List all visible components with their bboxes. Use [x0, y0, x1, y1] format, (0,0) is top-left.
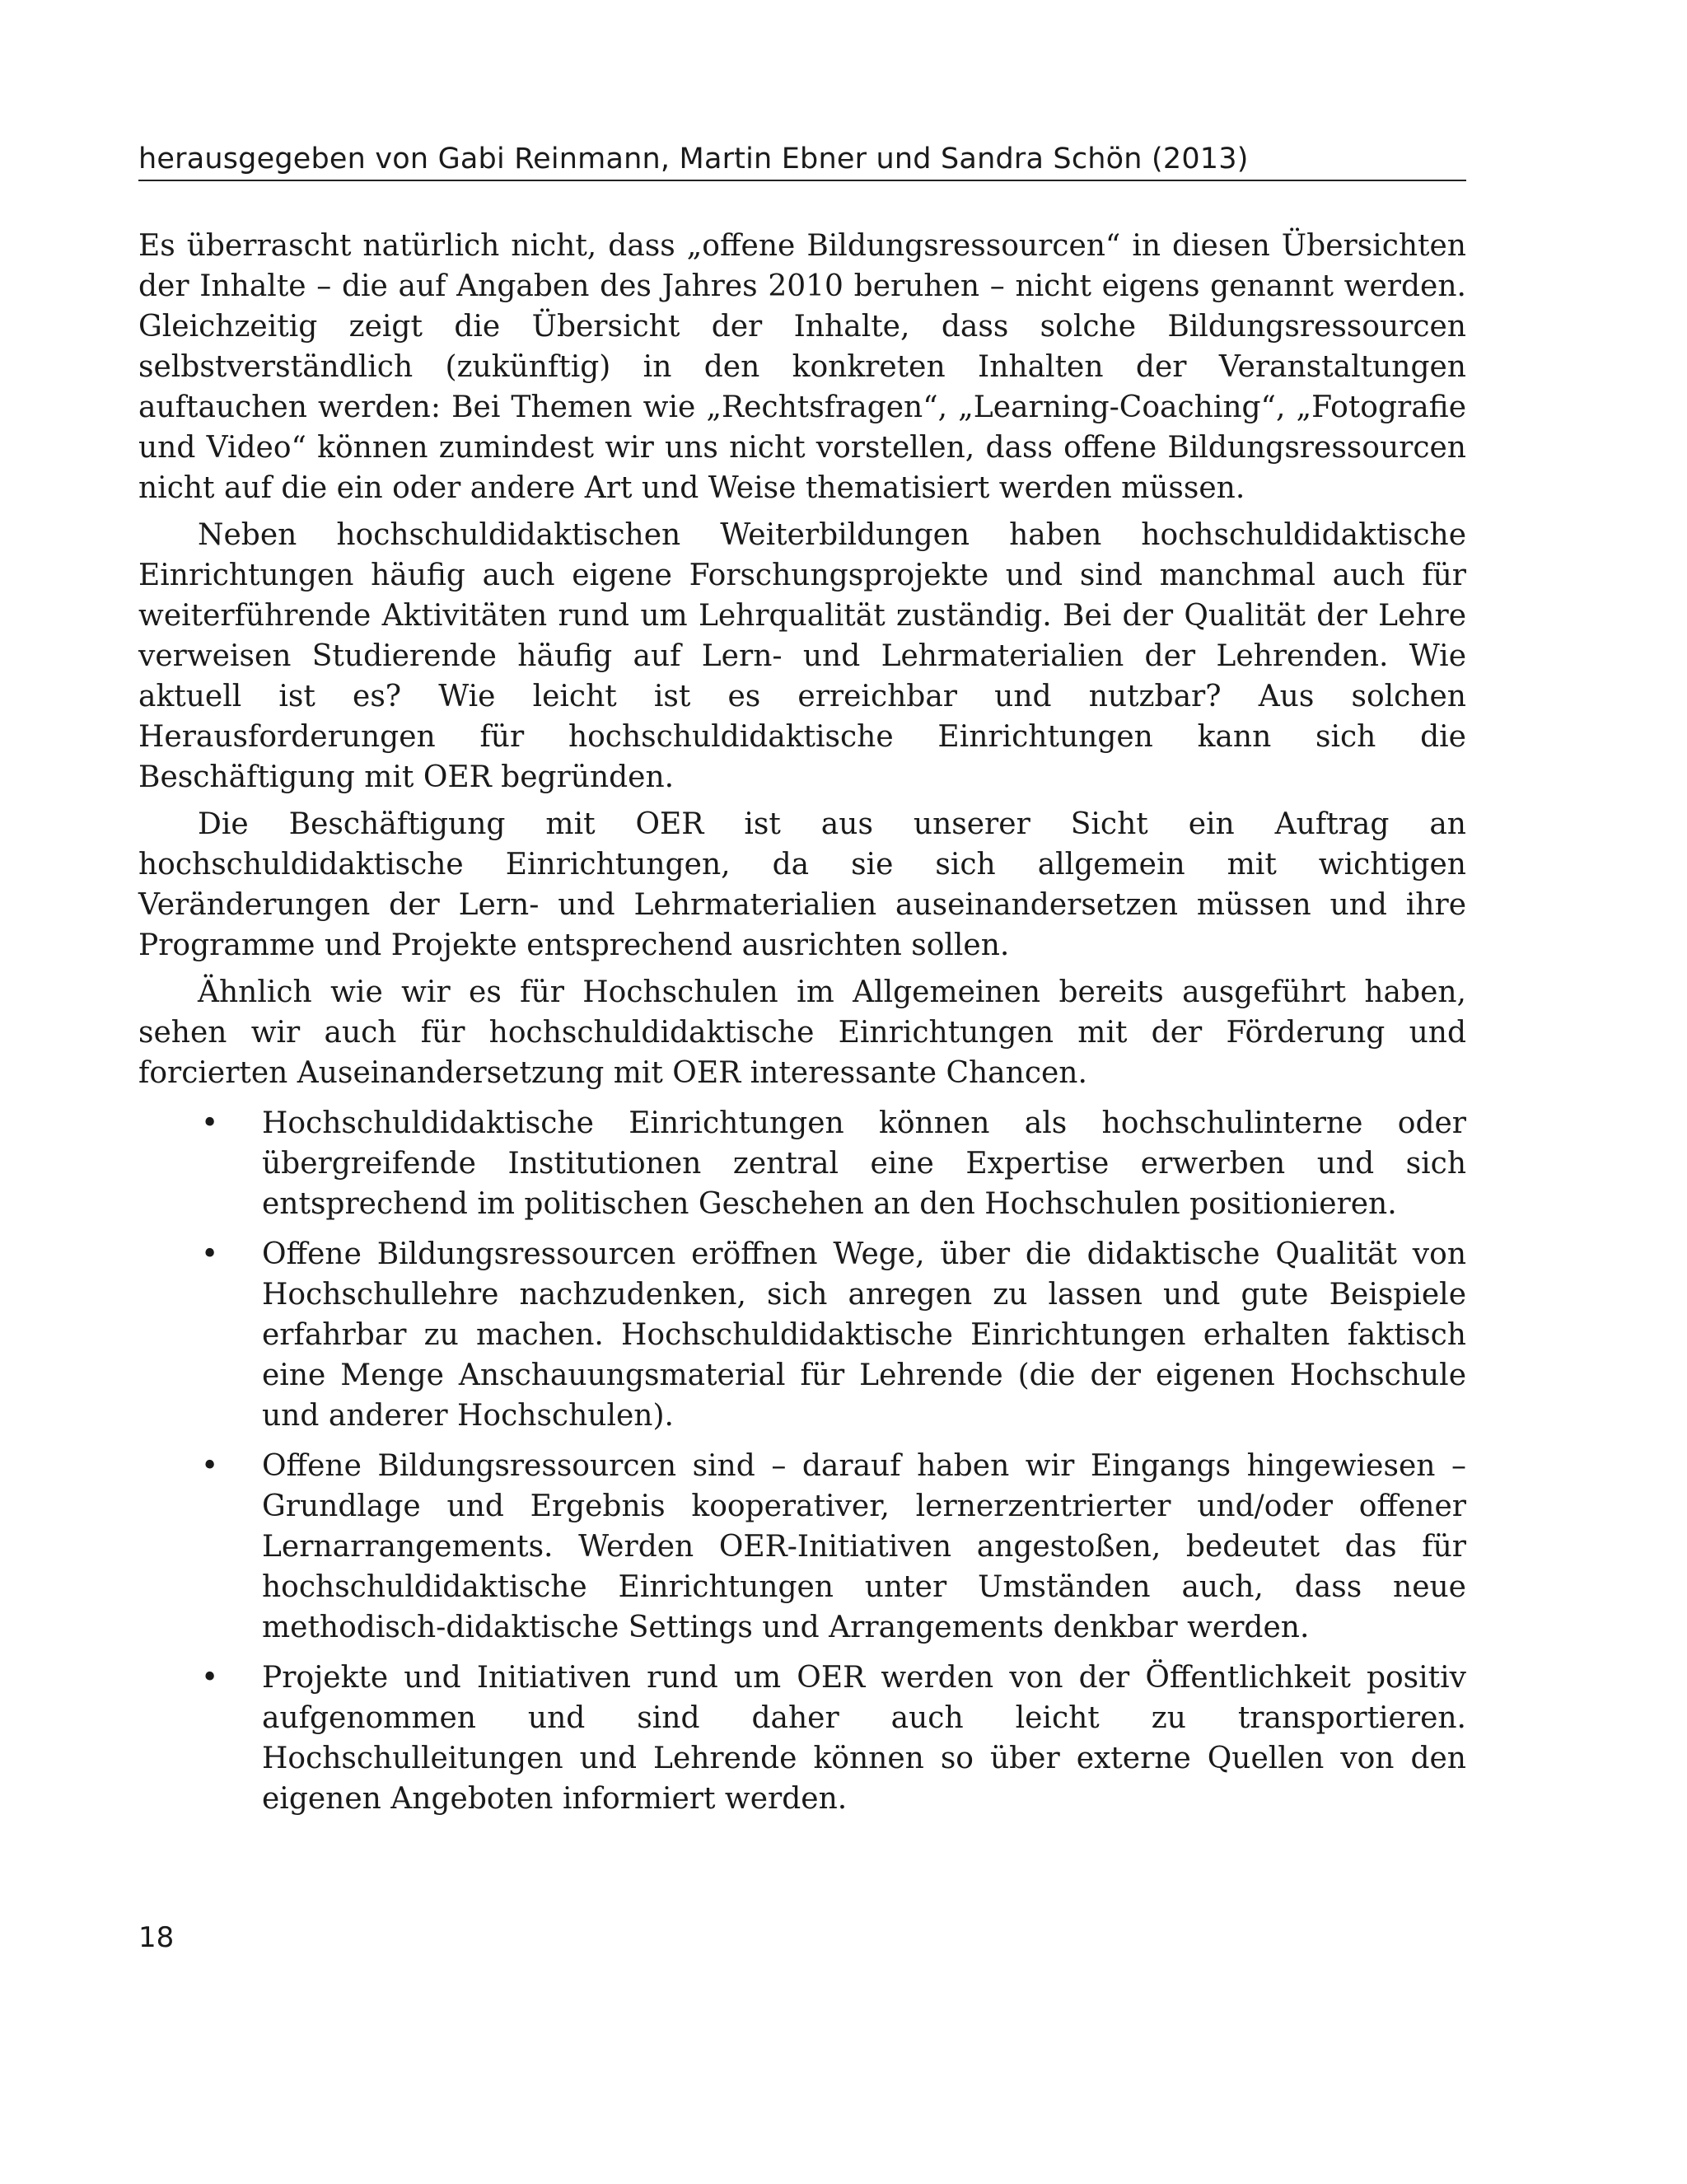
bullet-icon: •	[201, 1449, 219, 1483]
bullet-item-text: Hochschuldidaktische Einrichtungen können als hochschulinterne oder übergreifende Institutionen zentral eine Expertise erwerben und sich entsprechend im politischen Geschehen an den Hochschulen positionieren.	[262, 1106, 1466, 1221]
paragraph-4: Ähnlich wie wir es für Hochschulen im Allgemeinen bereits ausgeführt haben, sehen wir auch für hochschuldidaktische Einrichtungen mit der Förderung und forcierten Auseinandersetzung mit OER interessante Chancen.	[138, 975, 1466, 1090]
bullet-icon: •	[201, 1106, 219, 1140]
page-number: 18	[138, 1921, 175, 1954]
main-text	[138, 226, 1466, 1829]
running-header	[138, 138, 1466, 181]
running-header-text: herausgegeben von Gabi Reinmann, Martin Ebner und Sandra Schön (2013)	[138, 143, 1249, 175]
bullet-item-4	[138, 1658, 1466, 1819]
bullet-list	[138, 1103, 1466, 1819]
paragraph-1: Es überrascht natürlich nicht, dass „offene Bildungsressourcen“ in diesen Übersichten der Inhalte – die auf Angaben des Jahres 2010 beruhen – nicht eigens genannt werden. Gleichzeitig zeigt die Übersicht der Inhalte, dass solche Bildungsressourcen selbstverständlich (zukünftig) in den konkreten Inhalten der Veranstaltungen auftauchen werden: Bei Themen wie „Rechtsfragen“, „Learning-Coaching“, „Fotografie und Video“ können zumindest wir uns nicht vorstellen, dass offene Bildungsressourcen nicht auf die ein oder andere Art und Weise thematisiert werden müssen.	[138, 229, 1466, 505]
bullet-item-text: Offene Bildungsressourcen sind – darauf haben wir Eingangs hingewiesen – Grundlage und Ergebnis kooperativer, lernerzentrierter und/oder offener Lernarrangements. Werden OER-Initiativen angestoßen, bedeutet das für hochschuldidaktische Einrichtungen unter Umständen auch, dass neue methodisch-didaktische Settings und Arrangements denkbar werden.	[262, 1449, 1466, 1644]
bullet-icon: •	[201, 1237, 219, 1271]
bullet-icon: •	[201, 1661, 219, 1695]
bullet-item-2	[138, 1234, 1466, 1436]
bullet-item-3	[138, 1446, 1466, 1648]
paragraph-2: Neben hochschuldidaktischen Weiterbildungen haben hochschuldidaktische Einrichtungen häufig auch eigene Forschungsprojekte und sind manchmal auch für weiterführende Aktivitäten rund um Lehrqualität zuständig. Bei der Qualität der Lehre verweisen Studierende häufig auf Lern- und Lehrmaterialien der Lehrenden. Wie aktuell ist es? Wie leicht ist es erreichbar und nutzbar? Aus solchen Herausforderungen für hochschuldidaktische Einrichtungen kann sich die Beschäftigung mit OER begründen.	[138, 518, 1466, 794]
bullet-item-text: Projekte und Initiativen rund um OER werden von der Öffentlichkeit positiv aufgenommen und sind daher auch leicht zu transportieren. Hochschulleitungen und Lehrende können so über externe Quellen von den eigenen Angeboten informiert werden.	[262, 1661, 1466, 1816]
paragraph-3: Die Beschäftigung mit OER ist aus unserer Sicht ein Auftrag an hochschuldidaktische Einrichtungen, da sie sich allgemein mit wichtigen Veränderungen der Lern- und Lehrmaterialien auseinandersetzen müssen und ihre Programme und Projekte entsprechend ausrichten sollen.	[138, 807, 1466, 962]
bullet-item-1	[138, 1103, 1466, 1224]
bullet-item-text: Offene Bildungsressourcen eröffnen Wege, über die didaktische Qualität von Hochschullehre nachzudenken, sich anregen zu lassen und gute Beispiele erfahrbar zu machen. Hochschuldidaktische Einrichtungen erhalten faktisch eine Menge Anschauungsmaterial für Lehrende (die der eigenen Hochschule und anderer Hochschulen).	[262, 1237, 1466, 1433]
